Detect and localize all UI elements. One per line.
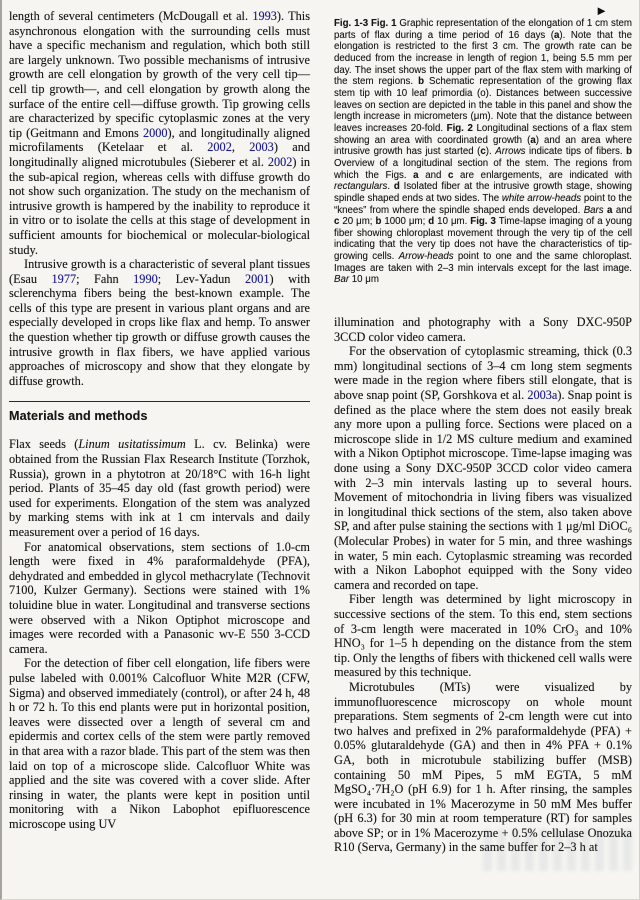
text-run: ). Snap point is defined as the place where the stem does not easily break any more upon a pulling force. Sections were placed on a microscope slide in 1/2 MS culture medium and examined with a Nikon Optiphot microscope. Time-lapse imaging was done using a Sony DXC-950P 3CCD color video camera with 2–3 min intervals lasting up to several hours. Movement of mitochondria in living fibers was visualized in longitudinal thick sections of the stem, also taken above SP, and after pulse staining the sections with 1 μg/ml DiOC₆ (Molecular Probes) in water for 5 min, and three washings in water, 5 min each. Cytoplasmic streaming was recorded with a Nikon Labophot equipped with the Sony video camera and recorded on tape. (334, 388, 633, 592)
paragraph (9, 540, 310, 657)
text-run: ) and an area where intrusive growth has just started ( (334, 134, 632, 158)
text-run: white arrow-heads (501, 192, 582, 204)
text-run: Linum usitatissimum (78, 437, 186, 452)
text-run: L. cv. Belinka) were obtained from the Russian Flax Research Institute (Torzhok, Russia), grown in a phytotron at 20/18°C with 16-h light period. Plants of 35–45 day old (fast growth period) were used for experiments. Elongation of the stem was analyzed by marking stems with ink at 1 cm intervals and daily measurement over a period of 16 days. (9, 437, 310, 539)
paragraph (334, 680, 632, 855)
citation-link[interactable]: 2002 (207, 140, 232, 155)
text-run: For anatomical observations, stem sections of 1.0-cm length were fixed in 4% paraformaldehyde (PFA), dehydrated and embedded in glycol methacrylate (Technovit 7100, Kulzer Germany). Sections were stained with 1% toluidine blue in water. Longitudinal and transverse sections were observed with a Nikon Optiphot microscope and images were recorded with a Panasonic wv-E 550 3-CCD camera. (9, 539, 310, 656)
methods-text-block (9, 437, 310, 831)
paragraph (334, 592, 632, 680)
text-run: are enlargements, are indicated with (453, 169, 632, 181)
text-run: d (428, 216, 435, 228)
text-run: c (480, 146, 486, 158)
text-run: Isolated fiber at the intrusive growth stage, showing spindle shaped ends at two sides. The (334, 181, 632, 204)
paragraph (9, 257, 310, 388)
paragraph (9, 656, 310, 831)
text-run: a (554, 29, 560, 41)
text-run: For the detection of fiber cell elongation, life fibers were pulse labeled with 0.001% Calcofluor White M2R (CFW, Sigma) and observed immediately (control), or after 24 h, 48 h or 72 h. To this end plants were put in horizontal position, leaves were dissected over a length of several cm and epidermis and cortex cells of the stem were partly removed in that area with a razor blade. This part of the stem was then laid on top of a microscope slide. Calcofluor White was applied and the site was covered with a cover slide. After rinsing in water, the plants were kept in position until monitoring with a Nikon Labophot epifluorescence microscope using UV (9, 656, 310, 831)
citation-link[interactable]: 2003a (527, 388, 558, 403)
text-run: Flax seeds ( (9, 437, 79, 452)
text-run: Overview of a longitudinal section of the stem. The regions from which the Figs. (334, 157, 632, 181)
text-run: a (530, 134, 536, 146)
two-column-layout (9, 3, 633, 855)
section-heading-block (9, 401, 310, 423)
text-run: b (375, 216, 382, 228)
text-run: ; Fahn (76, 271, 134, 286)
text-run: Graphic representation of the elongation of 1 cm stem parts of flax during a time period of 16 days ( (334, 18, 632, 41)
paragraph (334, 315, 632, 344)
text-run: . (387, 181, 394, 193)
intro-text-block (9, 9, 310, 388)
right-column (334, 3, 633, 855)
text-run: Bars (583, 204, 604, 216)
text-run: d (393, 181, 400, 193)
text-run: Intrusive growth is a characteristic of several plant tissues (Esau (9, 257, 310, 286)
text-run: Longitudinal sections of a flax stem showing an area with coordinated growth ( (334, 122, 632, 146)
text-run: Arrow-heads (398, 251, 454, 263)
text-run: ). This asynchronous elongation with the surrounding cells must have a specific mechanism and regulation, which both still are largely unknown. Two possible mechanisms of intrusive growth are cell elongation by growth of the very cell tip—cell tip growth—, and cell elongation by growth along the surface of the entire cell—diffuse growth. Tip growing cells are characterized by specific cytoplasmic zones at the very tip (Geitmann and Emons (9, 9, 311, 140)
text-run: Fiber length was determined by light microscopy in successive sections of the stem. To this end, stem sections of 3-cm length were macerated in 10% CrO₃ and 10% HNO₃ for 1–5 h depending on the distance from the stem tip. Only the lengths of fibers with thickened cell walls were measured by this technique. (334, 592, 632, 680)
text-run: 10 μm. (434, 216, 471, 228)
text-run: ), and longitudinally aligned microfilaments (Ketelaar et al. (9, 125, 311, 155)
citation-link[interactable]: 1993 (252, 9, 277, 23)
text-run: illumination and photography with a Sony DXC-950P 3CCD color video camera. (334, 315, 632, 344)
text-run: 1000 μm; (381, 216, 429, 228)
text-run: Bar (334, 274, 350, 286)
text-run: For the observation of cytoplasmic streaming, thick (0.3 mm) longitudinal sections of 3–4 cm long stem segments were made in the region where fibers still elongate, that is above snap point (SP, Gorshkova et al. (334, 344, 632, 403)
figure-caption (334, 9, 632, 286)
text-run: and (612, 204, 633, 216)
citation-link[interactable]: 2001 (244, 271, 270, 286)
text-run: Fig. 2 (446, 122, 473, 134)
text-run: point to the “knees” from where the spindle shaped ends developed. (334, 192, 632, 216)
text-run: point to one and the same chloroplast. Images are taken with 2–3 min intervals except for the last image. (334, 251, 632, 274)
citation-link[interactable]: 2000 (142, 125, 168, 140)
text-run: c (334, 216, 340, 228)
citation-link[interactable]: 2003 (249, 140, 274, 155)
text-run: Fig. 1 (371, 18, 397, 29)
citation-link[interactable]: 1977 (51, 271, 77, 286)
text-run: 20 μm; (339, 216, 376, 228)
text-run: Schematic representation of the growing flax stem tip with 10 leaf primordia (o). Distances between successive leaves on section are depicted in the table in this panel and show the length increase in micrometers (μm). Note that the distance between leaves increases 20-fold. (334, 76, 632, 134)
paragraph (334, 344, 632, 592)
text-run: Time-lapse imaging of a young fiber showing chloroplast movement through the very tip of the cell indicating that the very tip does not have the characteristics of tip-growing cells. (334, 216, 632, 263)
text-run: indicate tips of fibers. (525, 146, 627, 158)
text-run: Fig. 1-3 (334, 18, 369, 29)
left-column (9, 9, 310, 855)
continued-figure-marker-icon: ► (595, 3, 608, 18)
text-run: Microtubules (MTs) were visualized by immunofluorescence microscopy on whole mount preparations. Stem segments of 2-cm length were cut into two halves and prefixed in 2% paraformaldehyde (PFA) + 0.05% glutaraldehyde (GA) and then in 4% PFA + 0.1% GA, both in microtubule stabilizing buffer (MSB) containing 50 mM Pipes, 5 mM EGTA, 5 mM MgSO₄·7H₂O (pH 6.9) for 1 h. After rinsing, the samples were incubated in 1% Macerozyme in 50 mM Mes buffer (pH 6.3) for 30 min at room temperature (RT) for samples above SP; or in 1% Macerozyme + 0.5% cellulase Onozuka R10 (Serva, Germany) in the same buffer for 2–3 h at (334, 679, 632, 855)
text-run: 10 μm (349, 274, 379, 286)
right-text-block (334, 315, 632, 855)
citation-link[interactable]: 1990 (133, 271, 158, 286)
text-run: ). (485, 146, 496, 158)
text-run: ). Note that the elongation is restricted to the first 3 cm. The growth rate can be deduced from the increase in length of region 1, being 5.5 mm per day. The inset shows the upper part of the flax stem with marking of the stem regions. (334, 29, 632, 88)
text-run: ) and longitudinally aligned microtubules (Sieberer et al. (9, 140, 310, 169)
text-run: a (607, 204, 613, 216)
text-run: b (626, 146, 632, 158)
paragraph (9, 437, 310, 539)
text-run: Fig. 3 (470, 216, 496, 228)
text-run: b (418, 76, 424, 88)
section-heading: Materials and methods (9, 409, 148, 424)
text-run: ; Lev-Yadun (157, 271, 245, 286)
text-run: ) in the sub-apical region, whereas cells with diffuse growth do not show such organization. The study on the mechanism of intrusive growth is hampered by the inability to reproduce it in vitro or to isolate the cells at this stage of development in sufficient amounts for biochemical or molecular-biological study. (9, 154, 311, 257)
text-run: Arrows (495, 146, 526, 158)
text-run: c (448, 169, 454, 181)
text-run: length of several centimeters (McDougall et al. (9, 9, 253, 23)
text-run: and (418, 169, 448, 181)
paragraph (9, 9, 310, 257)
text-run: ) with sclerenchyma fibers being the best-known example. The cells of this type are present in various plant organs and are especially developed in crops like flax and hemp. To answer the question whether tip growth or diffuse growth causes the intrusive growth in flax fibers, we have applied various approaches of microscopy and show that they elongate by diffuse growth. (9, 271, 310, 388)
text-run: a (413, 169, 419, 181)
citation-link[interactable]: 2002 (267, 154, 293, 169)
text-run: , (231, 140, 250, 155)
text-run: rectangulars (334, 181, 388, 193)
